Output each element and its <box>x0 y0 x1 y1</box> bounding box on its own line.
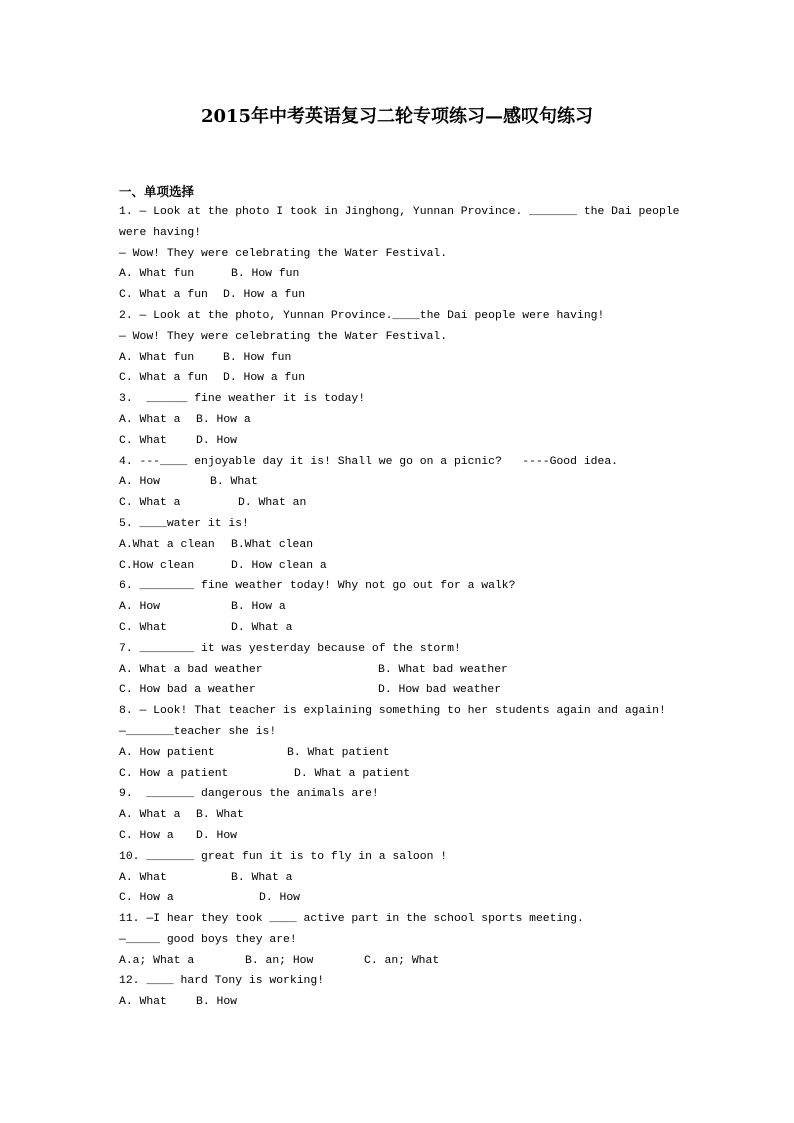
answer-option: A.a; What a <box>119 954 195 967</box>
answer-options <box>119 888 699 909</box>
answer-option: A. How patient <box>119 746 215 759</box>
section-heading: 一、单项选择 <box>119 184 195 199</box>
answer-option: D. How <box>259 892 301 905</box>
answer-option: B. an; How <box>245 954 314 967</box>
answer-option: C. How a patient <box>119 767 229 780</box>
answer-options <box>119 285 699 306</box>
question-text: 12. ____ hard Tony is working! <box>119 975 325 988</box>
answer-options <box>119 264 699 285</box>
answer-options <box>119 764 699 785</box>
answer-option: C. What <box>119 621 167 634</box>
answer-option: C. an; What <box>364 954 440 967</box>
question-list <box>119 181 699 1013</box>
answer-option: B. How fun <box>223 351 292 364</box>
question-text: —_______teacher she is! <box>119 725 277 738</box>
answer-option: A. What <box>119 871 167 884</box>
question-text: 3. ______ fine weather it is today! <box>119 393 366 406</box>
answer-option: A. What a <box>119 413 181 426</box>
answer-option: A. How <box>119 601 161 614</box>
answer-options <box>119 660 699 681</box>
answer-options <box>119 597 699 618</box>
answer-option: A. What <box>119 996 167 1009</box>
answer-options <box>119 493 699 514</box>
answer-options <box>119 368 699 389</box>
answer-option: B. How fun <box>231 268 300 281</box>
answer-option: C.How clean <box>119 559 195 572</box>
answer-option: C. What a fun <box>119 372 208 385</box>
answer-options <box>119 472 699 493</box>
answer-option: D. How clean a <box>231 559 327 572</box>
question-text: 2. — Look at the photo, Yunnan Province.____the Dai people were having! <box>119 309 605 322</box>
question-text: 11. —I hear they took ____ active part in the school sports meeting. <box>119 913 584 926</box>
answer-option: D. How a fun <box>223 289 306 302</box>
question-text: —_____ good boys they are! <box>119 933 297 946</box>
answer-options <box>119 992 699 1013</box>
answer-option: C. How a <box>119 892 174 905</box>
answer-option: A.What a clean <box>119 538 215 551</box>
question-text: 9. _______ dangerous the animals are! <box>119 788 379 801</box>
answer-option: C. How bad a weather <box>119 684 256 697</box>
answer-options <box>119 535 699 556</box>
answer-option: D. How a fun <box>223 372 306 385</box>
answer-option: B. What <box>196 809 244 822</box>
question-text: 1. — Look at the photo I took in Jinghong, Yunnan Province. _______ the Dai people <box>119 206 680 218</box>
answer-options <box>119 618 699 639</box>
question-text: were having! <box>119 226 202 239</box>
answer-options <box>119 431 699 452</box>
answer-options <box>119 680 699 701</box>
answer-option: C. What a fun <box>119 289 208 302</box>
question-text: 7. ________ it was yesterday because of the storm! <box>119 642 461 655</box>
question-text: 8. — Look! That teacher is explaining something to her students again and again! <box>119 705 666 718</box>
question-text: — Wow! They were celebrating the Water Festival. <box>119 330 448 343</box>
answer-option: A. How <box>119 476 161 489</box>
answer-option: B. What bad weather <box>378 663 508 676</box>
question-text: 6. ________ fine weather today! Why not go out for a walk? <box>119 580 516 593</box>
question-text: 10. _______ great fun it is to fly in a saloon ! <box>119 850 448 863</box>
answer-option: D. How <box>196 829 238 842</box>
answer-option: B. How a <box>231 601 286 614</box>
answer-option: D. What a <box>231 621 293 634</box>
answer-options <box>119 868 699 889</box>
answer-options <box>119 410 699 431</box>
answer-option: A. What a <box>119 809 181 822</box>
answer-option: D. What a patient <box>294 767 411 780</box>
answer-option: C. What <box>119 434 167 447</box>
answer-option: D. How <box>196 434 238 447</box>
answer-option: B. What patient <box>287 746 390 759</box>
answer-option: D. How bad weather <box>378 684 502 697</box>
answer-option: B.What clean <box>231 538 314 551</box>
answer-option: A. What a bad weather <box>119 663 263 676</box>
answer-options <box>119 743 699 764</box>
answer-options <box>119 805 699 826</box>
answer-option: D. What an <box>238 497 307 510</box>
answer-option: B. How <box>196 996 238 1009</box>
answer-options <box>119 951 699 972</box>
answer-option: C. What a <box>119 497 181 510</box>
page-title: 2015年中考英语复习二轮专项练习—感叹句练习 <box>200 106 594 127</box>
answer-option: B. How a <box>196 413 251 426</box>
answer-option: A. What fun <box>119 351 195 364</box>
answer-option: B. What a <box>231 871 293 884</box>
answer-option: C. How a <box>119 829 174 842</box>
answer-option: A. What fun <box>119 268 195 281</box>
answer-options <box>119 826 699 847</box>
question-text: 5. ____water it is! <box>119 517 249 530</box>
answer-option: B. What <box>210 476 258 489</box>
question-text: 4. ---____ enjoyable day it is! Shall we go on a picnic? ----Good idea. <box>119 455 618 468</box>
answer-options <box>119 348 699 369</box>
question-text: — Wow! They were celebrating the Water Festival. <box>119 247 448 260</box>
answer-options <box>119 556 699 577</box>
